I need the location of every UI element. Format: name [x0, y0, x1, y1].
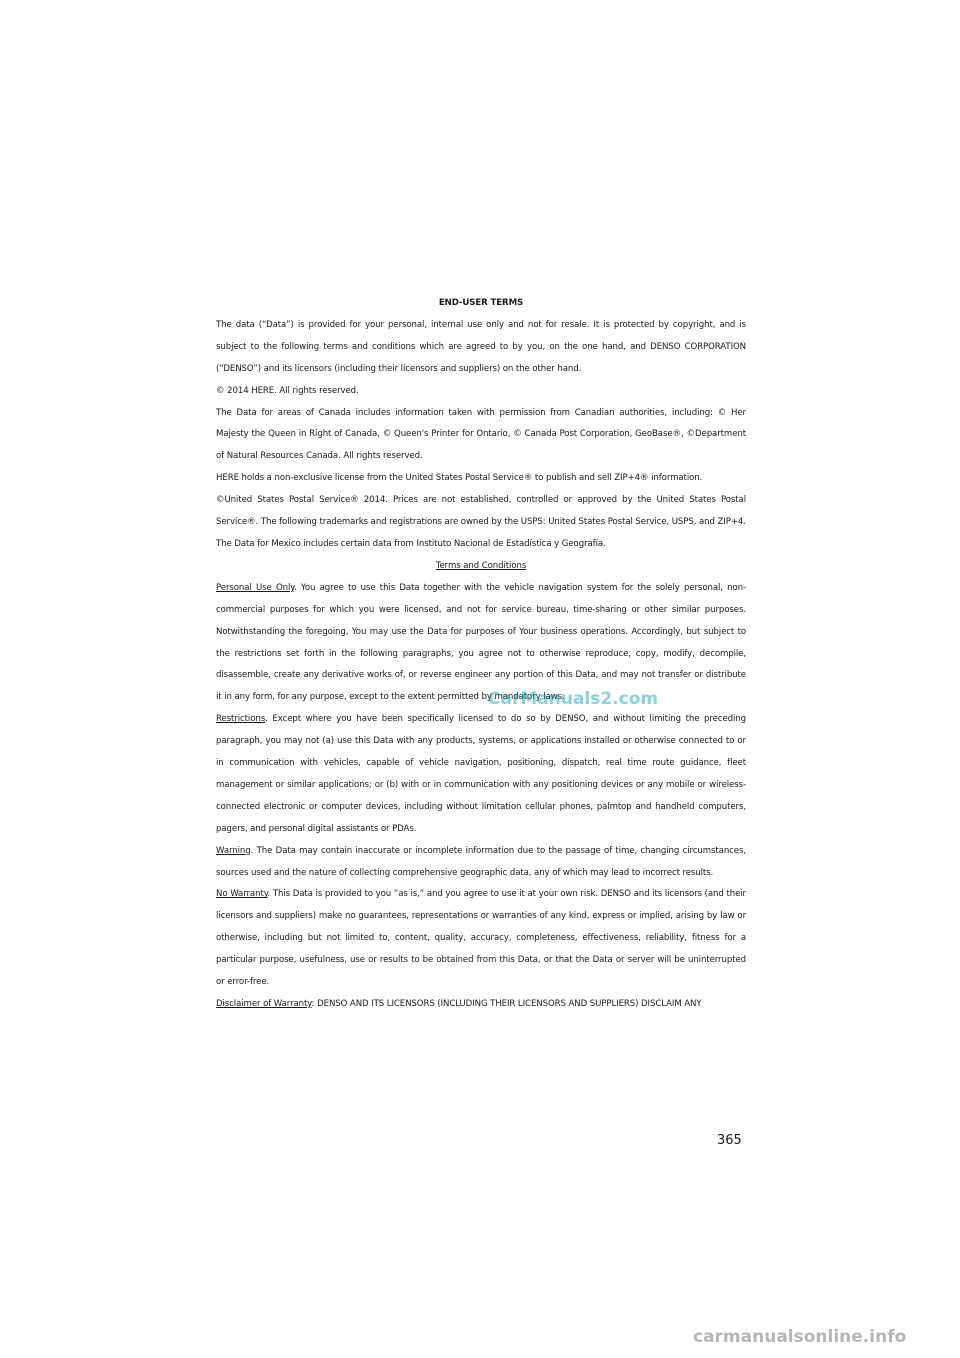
clause-term: No Warranty [216, 889, 268, 900]
clause-text: The Data may contain inaccurate or incomplete information due to the passage of time, changing circumstances, sources used and the nature of collecting comprehensive geographic data, any of which may lead to incorrect results. [216, 845, 746, 878]
clause-text: Except where you have been specifically licensed to do so by DENSO, and without limiting the preceding paragraph, you may not (a) use this Data with any products, systems, or applications installed or otherwise connected to or in communication with vehicles, capable of vehicle navigation, positioning, dispatch, real time route guidance, fleet management or similar applications; or (b) with or in communication with any positioning devices or any mobile or wireless-connected electronic or computer devices, including without limitation cellular phones, palmtop and handheld computers, pagers, and personal digital assistants or PDAs. [216, 714, 746, 834]
clause-separator: . [294, 582, 297, 593]
section-heading: Terms and Conditions [435, 560, 527, 571]
clause-text: DENSO AND ITS LICENSORS (INCLUDING THEIR LICENSORS AND SUPPLIERS) DISCLAIM ANY [314, 999, 702, 1009]
copyright-line: © 2014 HERE. All rights reserved. [216, 385, 359, 396]
intro-paragraph: The Data for Mexico includes certain data from Instituto Nacional de Estadística y Geografía. [216, 538, 606, 549]
clause-term: Disclaimer of Warranty [216, 999, 312, 1009]
clause-separator: : [311, 999, 315, 1009]
clause-separator: . [265, 714, 268, 725]
intro-paragraph: The Data for areas of Canada includes information taken with permission from Canadian authorities, including: © Her Majesty the Queen in Right of Canada, © Queen's Printer for Ontario, © Canada Post Corporation, GeoBase®, ©Department of Natural Resources Canada. All rights reserved. [216, 407, 746, 462]
document-title: END-USER TERMS [438, 298, 524, 308]
clause-term: Warning [216, 845, 251, 856]
clause-term: Restrictions [216, 714, 266, 725]
clause-term: Personal Use Only [216, 582, 295, 593]
watermark-footer: carmanualsonline.info [693, 1327, 907, 1347]
clause-warning [216, 841, 746, 885]
clause-no-warranty [216, 884, 746, 994]
clause-separator: . [250, 845, 254, 856]
page-number: 365 [717, 1133, 742, 1148]
document-body [216, 293, 746, 1016]
clause-separator: . [267, 889, 271, 900]
watermark-logo: CarManuals2.com [488, 689, 659, 709]
clause-disclaimer [216, 994, 746, 1016]
clause-text: You agree to use this Data together with the vehicle navigation system for the solely personal, non-commercial purposes for which you were licensed, and not for service bureau, time-sharing or other similar purposes. Notwithstanding the foregoing, You may use the Data for purposes of Your business operations. Accordingly, but subject to the restrictions set forth in the following paragraphs, you agree not to otherwise reproduce, copy, modify, decompile, disassemble, create any derivative works of, or reverse engineer any portion of this Data, and may not transfer or distribute it in any form, for any purpose, except to the extent permitted by mandatory laws. [216, 582, 746, 703]
intro-paragraph: ©United States Postal Service® 2014. Prices are not established, controlled or approved by the United States Postal Service®. The following trademarks and registrations are owned by the USPS: United States Postal Service, USPS, and ZIP+4. [216, 495, 746, 528]
intro-paragraph: The data (“Data”) is provided for your personal, internal use only and not for resale. It is protected by copyright, and is subject to the following terms and conditions which are agreed to by you, on the one hand, and DENSO CORPORATION (“DENSO”) and its licensors (including their licensors and suppliers) on the other hand. [216, 319, 746, 374]
clause-restrictions [216, 709, 746, 840]
clause-personal-use [216, 578, 746, 709]
clause-text: This Data is provided to you “as is,” and you agree to use it at your own risk. DENSO and its licensors (and their licensors and suppliers) make no guarantees, representations or warranties of any kind, express or implied, arising by law or otherwise, including but not limited to, content, quality, accuracy, completeness, effectiveness, reliability, fitness for a particular purpose, usefulness, use or results to be obtained from this Data, or that the Data or server will be uninterrupted or error-free. [216, 889, 746, 988]
intro-paragraph: HERE holds a non-exclusive license from the United States Postal Service® to publish and sell ZIP+4® information. [216, 473, 703, 484]
